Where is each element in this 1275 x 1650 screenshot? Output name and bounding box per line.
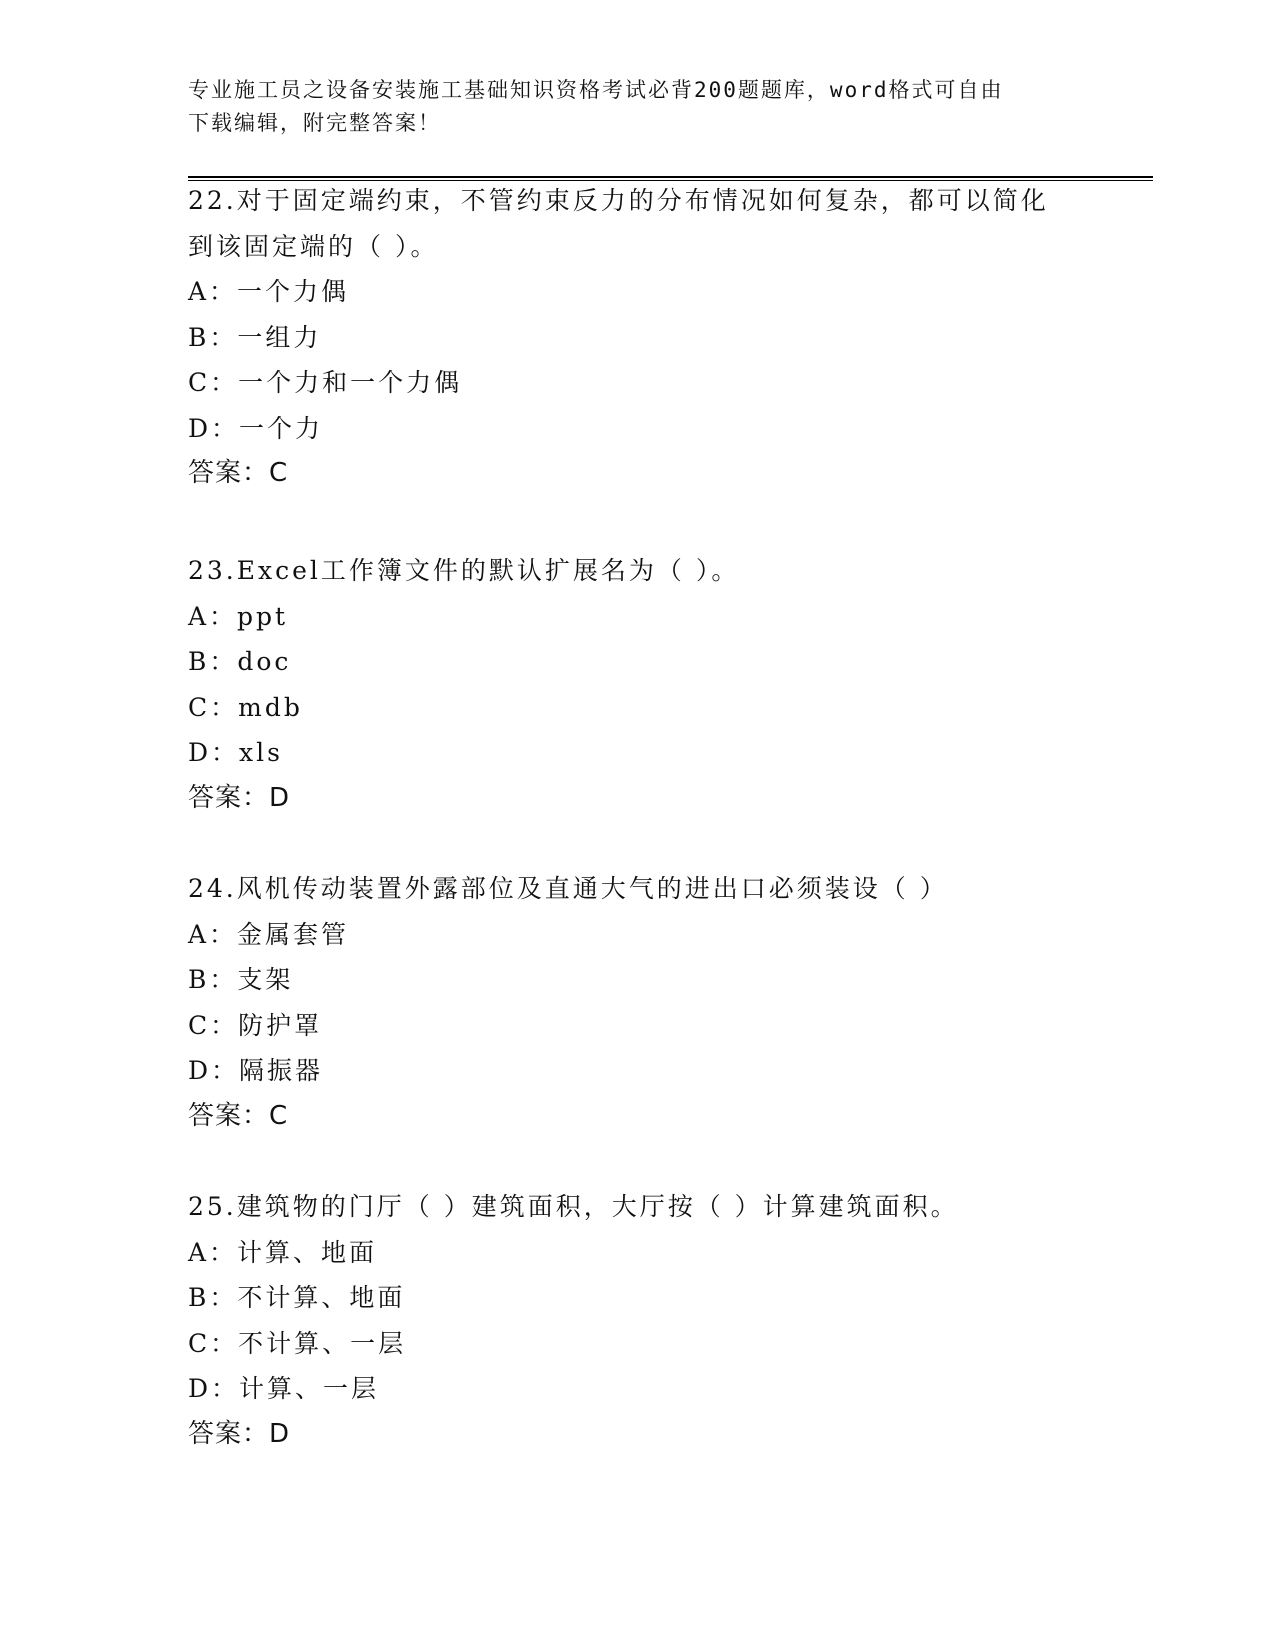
option-c: C：防护罩 bbox=[188, 1010, 323, 1040]
option-b: B：支架 bbox=[188, 965, 294, 994]
option-c: C：一个力和一个力偶 bbox=[188, 368, 463, 397]
question-23 bbox=[188, 548, 1118, 821]
header-line-1: 专业施工员之设备安装施工基础知识资格考试必背200题题库，word格式可自由 bbox=[188, 78, 1004, 102]
question-25 bbox=[188, 1184, 1118, 1457]
option-d: D：隔振器 bbox=[188, 1056, 324, 1085]
answer-line: 答案：C bbox=[188, 1100, 289, 1131]
option-b: B：一组力 bbox=[188, 322, 322, 352]
question-stem-line: 22.对于固定端约束，不管约束反力的分布情况如何复杂，都可以简化 bbox=[188, 186, 1049, 215]
question-22 bbox=[188, 178, 1118, 497]
question-stem-line: 到该固定端的（ ）。 bbox=[188, 231, 439, 261]
option-d: D：一个力 bbox=[188, 413, 324, 443]
question-stem-line: 24.风机传动装置外露部位及直通大气的进出口必须装设（ ） bbox=[188, 874, 948, 903]
answer-line: 答案：D bbox=[188, 1418, 291, 1449]
option-a: A：ppt bbox=[188, 601, 289, 631]
option-c: C：mdb bbox=[188, 692, 303, 722]
option-b: B：不计算、地面 bbox=[188, 1283, 406, 1312]
header-line-2: 下载编辑，附完整答案！ bbox=[188, 111, 441, 135]
question-24 bbox=[188, 866, 1118, 1139]
answer-line: 答案：D bbox=[188, 782, 291, 813]
option-b: B：doc bbox=[188, 647, 292, 676]
option-a: A：金属套管 bbox=[188, 919, 350, 949]
option-a: A：一个力偶 bbox=[188, 277, 350, 306]
document-header bbox=[188, 74, 1068, 140]
option-a: A：计算、地面 bbox=[188, 1237, 378, 1267]
option-d: D：计算、一层 bbox=[188, 1374, 380, 1403]
question-stem-line: 23.Excel工作簿文件的默认扩展名为（ ）。 bbox=[188, 556, 740, 585]
question-stem-line: 25.建筑物的门厅（ ）建筑面积，大厅按（ ）计算建筑面积。 bbox=[188, 1192, 959, 1221]
option-d: D：xls bbox=[188, 738, 283, 767]
answer-line: 答案：C bbox=[188, 458, 289, 488]
option-c: C：不计算、一层 bbox=[188, 1328, 407, 1358]
